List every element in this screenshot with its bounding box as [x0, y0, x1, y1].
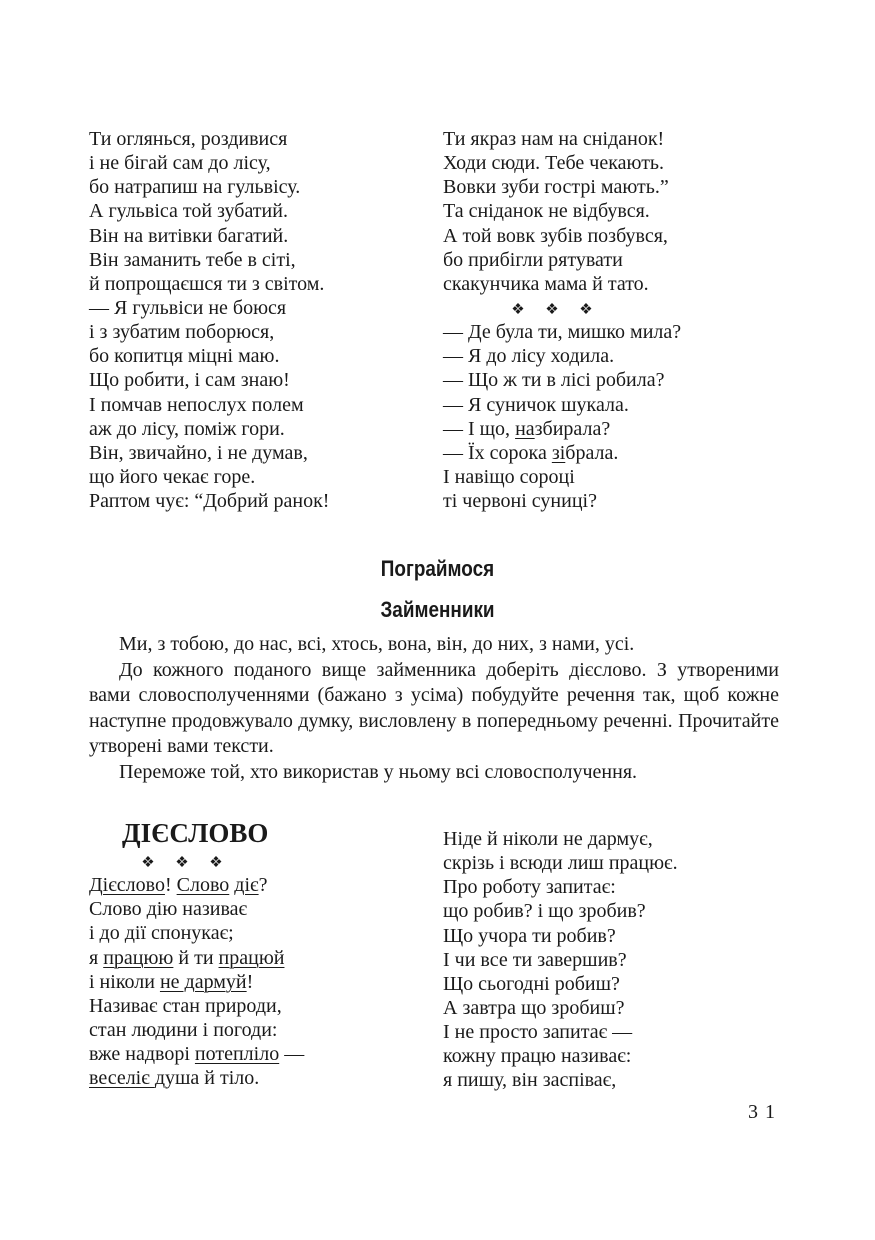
verse-line: й попрощаєшся ти з світом. — [89, 272, 325, 295]
verse-line: що його чекає горе. — [89, 465, 256, 488]
verse-line: Про роботу запитає: — [443, 876, 616, 899]
verse-line: Що сьогодні робиш? — [443, 972, 620, 995]
verse-line: Він на витівки багатий. — [89, 224, 289, 247]
verse-line: скакунчика мама й тато. — [443, 272, 649, 295]
verse-line: бо натрапиш на гульвісу. — [89, 176, 301, 199]
diamond-ornament-icon: ❖ — [545, 301, 559, 318]
text-fragment: я — [89, 946, 104, 969]
verse-line — [89, 1066, 304, 1090]
verse-line: А завтра що зробиш? — [443, 996, 625, 1019]
verse-line: Що учора ти робив? — [443, 924, 616, 947]
verse-line — [443, 417, 681, 441]
verse-line: і до дії спонукає; — [89, 922, 234, 945]
verse-line: ті червоні суниці? — [443, 490, 597, 513]
verse-line: бо прибігли рятувати — [443, 248, 623, 271]
verse-line: і з зубатим поборюся, — [89, 321, 275, 344]
underlined-word: веселіє — [89, 1067, 155, 1090]
verse-line: Ти якраз нам на сніданок! — [443, 128, 665, 150]
verse-line: Він заманить тебе в сіті, — [89, 248, 296, 271]
underlined-word: не дармуй — [159, 970, 247, 993]
text-fragment: й ти — [173, 946, 219, 969]
verse-line: А гульвіса той зубатий. — [89, 200, 288, 223]
section-subheading: Займенники — [380, 597, 495, 622]
verse-line: стан людини і погоди: — [89, 1018, 278, 1041]
diamond-ornament-icon: ❖ — [209, 855, 223, 871]
verse-line: І чи все ти завершив? — [443, 948, 627, 971]
diamond-ornament-icon: ❖ — [141, 855, 155, 871]
poem2-left-column — [89, 849, 304, 1090]
page-number: 31 — [748, 1101, 782, 1123]
verse-line: Ніде й ніколи не дармує, — [443, 828, 653, 850]
verse-line: І навіщо сороці — [443, 465, 575, 488]
poem-title: ДІЄСЛОВО — [122, 818, 269, 848]
underlined-word: діє — [234, 874, 259, 897]
underlined-prefix: зі — [551, 441, 566, 464]
text-fragment: душа й тіло. — [154, 1067, 260, 1090]
verse-line: аж до лісу, поміж гори. — [89, 417, 285, 440]
text-fragment: вже надворі — [89, 1043, 195, 1066]
text-fragment: — — [279, 1043, 305, 1066]
verse-line: — Що ж ти в лісі робила? — [443, 369, 665, 392]
underlined-word: потепліло — [194, 1043, 280, 1066]
underlined-word: працюю — [103, 946, 174, 969]
verse-line: я пишу, він заспіває, — [443, 1069, 617, 1092]
section-heading: Пограймося — [380, 556, 495, 581]
verse-line: і не бігай сам до лісу, — [89, 152, 271, 175]
paragraph: Ми, з тобою, до нас, всі, хтось, вона, він, до них, з нами, усі. — [119, 633, 635, 655]
text-fragment: збирала? — [534, 417, 611, 440]
verse-line: Раптом чує: “Добрий ранок! — [89, 490, 330, 513]
verse-line: — Я гульвіси не боюся — [89, 296, 287, 319]
text-fragment: і ніколи — [89, 970, 160, 993]
underlined-word: Слово — [176, 874, 230, 897]
diamond-ornament-icon: ❖ — [579, 301, 593, 318]
text-fragment: — І що, — [443, 417, 516, 440]
verse-line: Він, звичайно, і не думав, — [89, 441, 308, 464]
verse-line — [89, 970, 304, 994]
verse-line: А той вовк зубів позбувся, — [443, 224, 668, 247]
verse-line — [89, 946, 304, 970]
poem1-left-column — [89, 127, 329, 513]
verse-line: І не просто запитає — — [443, 1021, 633, 1044]
verse-line: кожну працю називає: — [443, 1045, 632, 1068]
verse-line: — Де була ти, мишко мила? — [443, 321, 682, 344]
poem2-right-column — [443, 827, 678, 1093]
diamond-ornament-icon: ❖ — [175, 855, 189, 871]
verse-line: що робив? і що зробив? — [443, 900, 646, 923]
verse-line: Що робити, і сам знаю! — [89, 369, 290, 392]
verse-line — [89, 873, 304, 897]
underlined-word: працюй — [218, 946, 285, 969]
ornament-divider — [89, 849, 304, 873]
poem1-right-column — [443, 127, 681, 513]
verse-line: Слово дію називає — [89, 898, 248, 921]
text-fragment: ! — [164, 874, 177, 897]
text-fragment: брала. — [565, 441, 619, 464]
verse-line: Та сніданок не відбувся. — [443, 200, 650, 223]
paragraph: До кожного поданого вище займенника доберіть дієслово. З утвореними вами словосполученнями (бажано з усіма) побудуйте речення так, щоб кожне наступне продовжувало думку, висловлену в попередньому реченні. Прочитайте утворені вами тексти. — [89, 658, 779, 758]
underlined-prefix: на — [515, 417, 535, 440]
verse-line: Ти огляньcя, роздивися — [89, 128, 288, 150]
verse-line: бо копитця міцні маю. — [89, 345, 280, 368]
paragraph: Переможе той, хто використав у ньому всі словосполучення. — [119, 760, 638, 783]
verse-line: Ходи сюди. Тебе чекають. — [443, 152, 665, 175]
verse-line: — Я до лісу ходила. — [443, 345, 615, 368]
instructions-text — [89, 632, 779, 786]
text-fragment: ? — [258, 874, 268, 897]
verse-line: скрізь і всюди лиш працює. — [443, 852, 678, 875]
verse-line: — Я суничок шукала. — [443, 393, 629, 416]
verse-line: І помчав непослух полем — [89, 393, 304, 416]
text-fragment: ! — [246, 970, 254, 993]
verse-line — [89, 1042, 304, 1066]
ornament-divider — [443, 296, 681, 320]
underlined-word: Дієслово — [89, 874, 165, 897]
verse-line: Вовки зуби гострі мають.” — [443, 176, 669, 199]
text-fragment: — Їх сорока — [443, 441, 552, 464]
verse-line: Називає стан природи, — [89, 994, 282, 1017]
verse-line — [443, 441, 681, 465]
diamond-ornament-icon: ❖ — [511, 301, 525, 318]
